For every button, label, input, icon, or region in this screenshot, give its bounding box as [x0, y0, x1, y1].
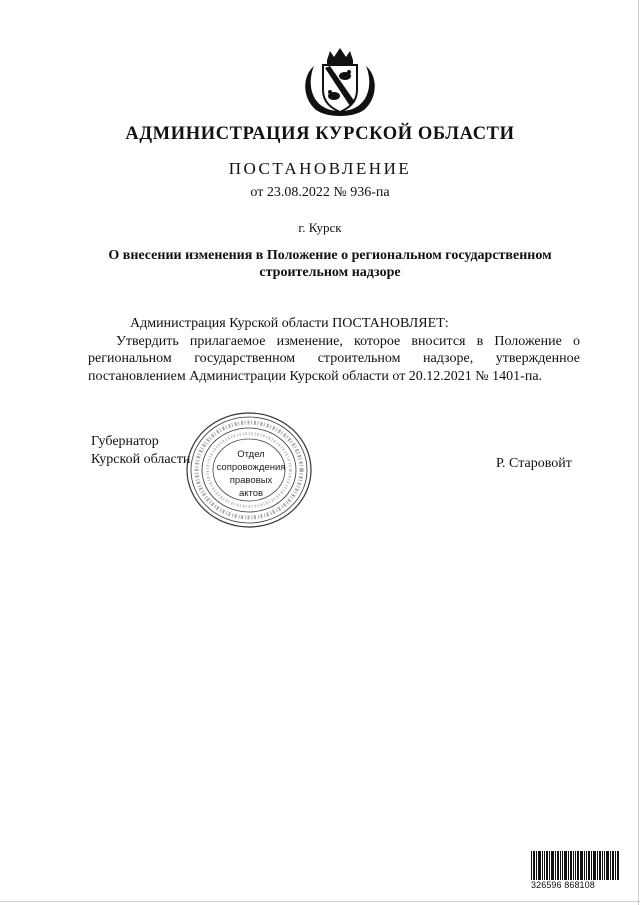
signatory-name: Р. Старовойт	[496, 456, 572, 471]
document-city: г. Курск	[298, 220, 342, 235]
coat-of-arms-icon	[296, 46, 384, 118]
body-paragraph-2: Утвердить прилагаемое изменение, которое вносится в Положение о региональном государственном строительном надзоре, утвержденное постановлением Администрации Курской области от 20.12.2021 № 1401-па.	[88, 333, 580, 384]
signatory-title	[91, 433, 190, 469]
organization-name: АДМИНИСТРАЦИЯ КУРСКОЙ ОБЛАСТИ	[125, 124, 515, 144]
signatory-title-line-1: Губернатор	[91, 434, 159, 449]
document-subject	[70, 247, 590, 281]
subject-line-1: О внесении изменения в Положение о региональном государственном	[108, 248, 552, 263]
barcode-number: 326596 868108	[531, 880, 620, 891]
stamp-line-3: правовых	[229, 475, 273, 486]
signatory-title-line-2: Курской области	[91, 452, 191, 467]
stamp-line-4: актов	[238, 488, 264, 499]
document-date-number: от 23.08.2022 № 936-па	[250, 185, 390, 200]
stamp-line-2: сопровождения	[216, 462, 286, 473]
document-type: ПОСТАНОВЛЕНИЕ	[228, 159, 412, 178]
stamp-line-1: Отдел	[237, 449, 265, 460]
subject-line-2: строительном надзоре	[259, 265, 401, 280]
document-body	[88, 315, 580, 385]
page-edge-bottom	[0, 901, 640, 902]
body-paragraph-1: Администрация Курской области ПОСТАНОВЛЯЕТ:	[130, 316, 449, 331]
stamp-center-text	[205, 448, 297, 500]
